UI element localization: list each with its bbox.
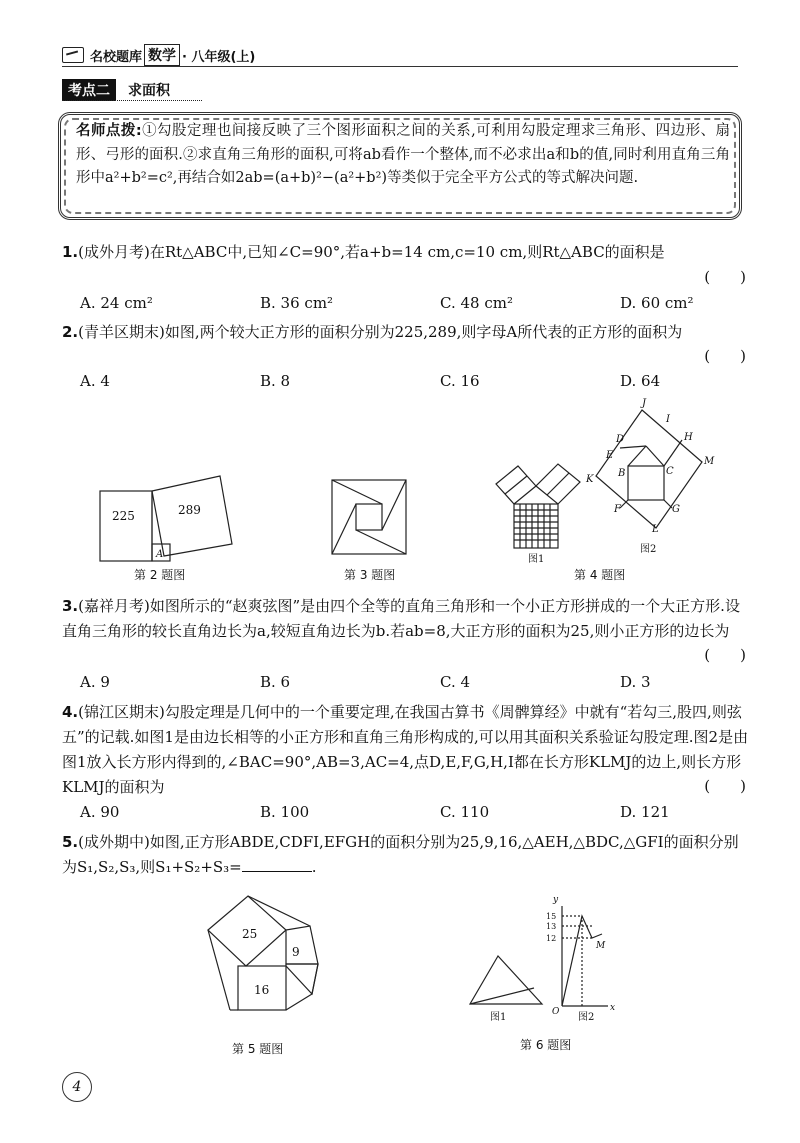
- fig4-sub1-diagram: [496, 464, 580, 548]
- fig4-point-k: K: [586, 474, 594, 485]
- q4-option-b: B. 100: [260, 803, 310, 821]
- q1-option-a: A. 24 cm²: [80, 294, 153, 312]
- q1-option-d: D. 60 cm²: [620, 294, 694, 312]
- fig5-caption: 第 5 题图: [232, 1042, 284, 1056]
- q4-options: [62, 803, 752, 825]
- subject-badge: 数学: [144, 44, 180, 66]
- fig5-label-25: 25: [242, 927, 258, 941]
- fig2-caption: 第 2 题图: [134, 568, 186, 582]
- fig6-origin: O: [552, 1007, 560, 1017]
- fig4-point-l: L: [652, 524, 659, 535]
- fig4-point-b: B: [618, 468, 626, 479]
- q2-option-d: D. 64: [620, 372, 661, 390]
- fig4-sub1-label: 图1: [528, 554, 545, 565]
- q2-answer-paren: ( ): [704, 347, 746, 365]
- q1-text: (成外月考)在Rt△ABC中,已知∠C=90°,若a+b=14 cm,c=10 cm,则Rt△ABC的面积是: [78, 243, 665, 261]
- fig2-label-289: 289: [178, 503, 201, 517]
- question-3: [62, 594, 752, 644]
- fig4-sub2-diagram: [596, 410, 702, 528]
- fig4-point-g: G: [672, 504, 680, 515]
- fig4-caption: 第 4 题图: [574, 568, 626, 582]
- grade-label: · 八年级(上): [182, 49, 256, 65]
- fig6-sub1-triangle: [470, 956, 542, 1004]
- q4-text: (锦江区期末)勾股定理是几何中的一个重要定理,在我国古算书《周髀算经》中就有“若勾三,股四,则弦五”的记载.如图1是由边长相等的小正方形和直角三角形构成的,可以用其面积关系验证勾股定理.图2是由图1放入长方形内得到的,∠BAC=90°,AB=3,AC=4,点D,E,F,G,H,I都在长方形KLMJ的边上,则长方形KLMJ的面积为: [62, 703, 749, 796]
- tip-label: 名师点拨:: [76, 123, 142, 139]
- fig4-point-j: J: [642, 398, 647, 409]
- running-header: [62, 44, 255, 66]
- fig4-point-h: H: [684, 432, 693, 443]
- q3-option-a: A. 9: [80, 673, 110, 691]
- figure-row-2: [190, 886, 630, 1056]
- fig6-sub2-label: 图2: [578, 1012, 595, 1023]
- fig5-label-16: 16: [254, 983, 270, 997]
- book-logo-icon: [62, 47, 84, 63]
- tip-text-block: [76, 120, 730, 191]
- question-1: [62, 240, 752, 265]
- fig6-axis-x: x: [610, 1003, 616, 1013]
- fig4-point-m: M: [704, 456, 715, 467]
- q3-paren-row: [62, 644, 752, 669]
- section-underline: [62, 100, 202, 101]
- q3-options: [62, 673, 752, 695]
- fig4-point-i: I: [666, 414, 670, 425]
- q3-option-b: B. 6: [260, 673, 291, 691]
- q4-answer-paren: ( ): [704, 777, 746, 795]
- q2-paren-row: [62, 345, 752, 370]
- q3-option-d: D. 3: [620, 673, 651, 691]
- fig6-sub2-graph: [562, 906, 608, 1006]
- fig4-point-e: E: [606, 450, 614, 461]
- section-tag: 考点二: [62, 79, 116, 101]
- question-2: [62, 320, 702, 345]
- q5-number: 5.: [62, 833, 79, 851]
- question-5: [62, 830, 752, 880]
- fig2-label-225: 225: [112, 509, 135, 523]
- q4-option-d: D. 121: [620, 803, 670, 821]
- fig2-label-a: A: [156, 549, 164, 560]
- q2-option-c: C. 16: [440, 372, 480, 390]
- fig3-caption: 第 3 题图: [344, 568, 396, 582]
- fig4-point-c: C: [666, 466, 674, 477]
- page-number: 4: [62, 1072, 92, 1102]
- q3-option-c: C. 4: [440, 673, 471, 691]
- fig6-caption: 第 6 题图: [520, 1038, 572, 1052]
- fig3-zhaoshuang-diagram: [332, 480, 406, 554]
- figure-row-1: [60, 396, 760, 586]
- fig6-sub1-label: 图1: [490, 1012, 507, 1023]
- q2-text: (青羊区期末)如图,两个较大正方形的面积分别为225,289,则字母A所代表的正方形的面积为: [78, 323, 683, 341]
- brand-name: 名校题库: [90, 49, 143, 65]
- q4-paren-row: [62, 775, 752, 800]
- q1-answer-paren: ( ): [704, 268, 746, 286]
- q2-options: [62, 372, 752, 394]
- fig6-ytick-12: 12: [546, 934, 557, 943]
- fig6-ytick-15: 15: [546, 912, 557, 921]
- tip-body: ①勾股定理也间接反映了三个图形面积之间的关系,可利用勾股定理求三角形、四边形、扇形、弓形的面积.②求直角三角形的面积,可将ab看作一个整体,而不必求出a和b的值,同时利用直角三角形中a²+b²=c²,再结合如2ab=(a+b)²−(a²+b²)等类似于完全平方公式的等式解决问题.: [76, 123, 730, 186]
- q5-end: .: [311, 858, 317, 876]
- fig6-point-m: M: [596, 941, 606, 951]
- q3-answer-paren: ( ): [704, 646, 746, 664]
- q1-option-c: C. 48 cm²: [440, 294, 513, 312]
- header-divider: [62, 66, 738, 67]
- q5-answer-blank[interactable]: [242, 857, 312, 872]
- fig4-point-d: D: [616, 434, 625, 445]
- section-heading: [62, 79, 170, 101]
- q3-text: (嘉祥月考)如图所示的“赵爽弦图”是由四个全等的直角三角形和一个小正方形拼成的一个大正方形.设直角三角形的较长直角边长为a,较短直角边长为b.若ab=8,大正方形的面积为25,则小正方形的边长为: [62, 597, 740, 640]
- fig5-label-9: 9: [292, 945, 300, 959]
- fig4-sub2-label: 图2: [640, 544, 657, 555]
- q2-option-b: B. 8: [260, 372, 291, 390]
- fig6-ytick-13: 13: [546, 922, 557, 931]
- q4-option-a: A. 90: [80, 803, 120, 821]
- section-title: 求面积: [128, 83, 170, 99]
- q4-number: 4.: [62, 703, 79, 721]
- q1-paren-row: [62, 266, 752, 291]
- q1-options: [62, 294, 752, 316]
- q5-text: (成外期中)如图,正方形ABDE,CDFI,EFGH的面积分别为25,9,16,△AEH,△BDC,△GFI的面积分别为S₁,S₂,S₃,则S₁+S₂+S₃=: [62, 833, 739, 876]
- q2-option-a: A. 4: [80, 372, 110, 390]
- fig6-axis-y: y: [553, 895, 559, 905]
- q3-number: 3.: [62, 597, 79, 615]
- fig4-point-f: F: [614, 504, 621, 515]
- q2-number: 2.: [62, 323, 79, 341]
- q4-option-c: C. 110: [440, 803, 490, 821]
- q1-number: 1.: [62, 243, 79, 261]
- q1-option-b: B. 36 cm²: [260, 294, 334, 312]
